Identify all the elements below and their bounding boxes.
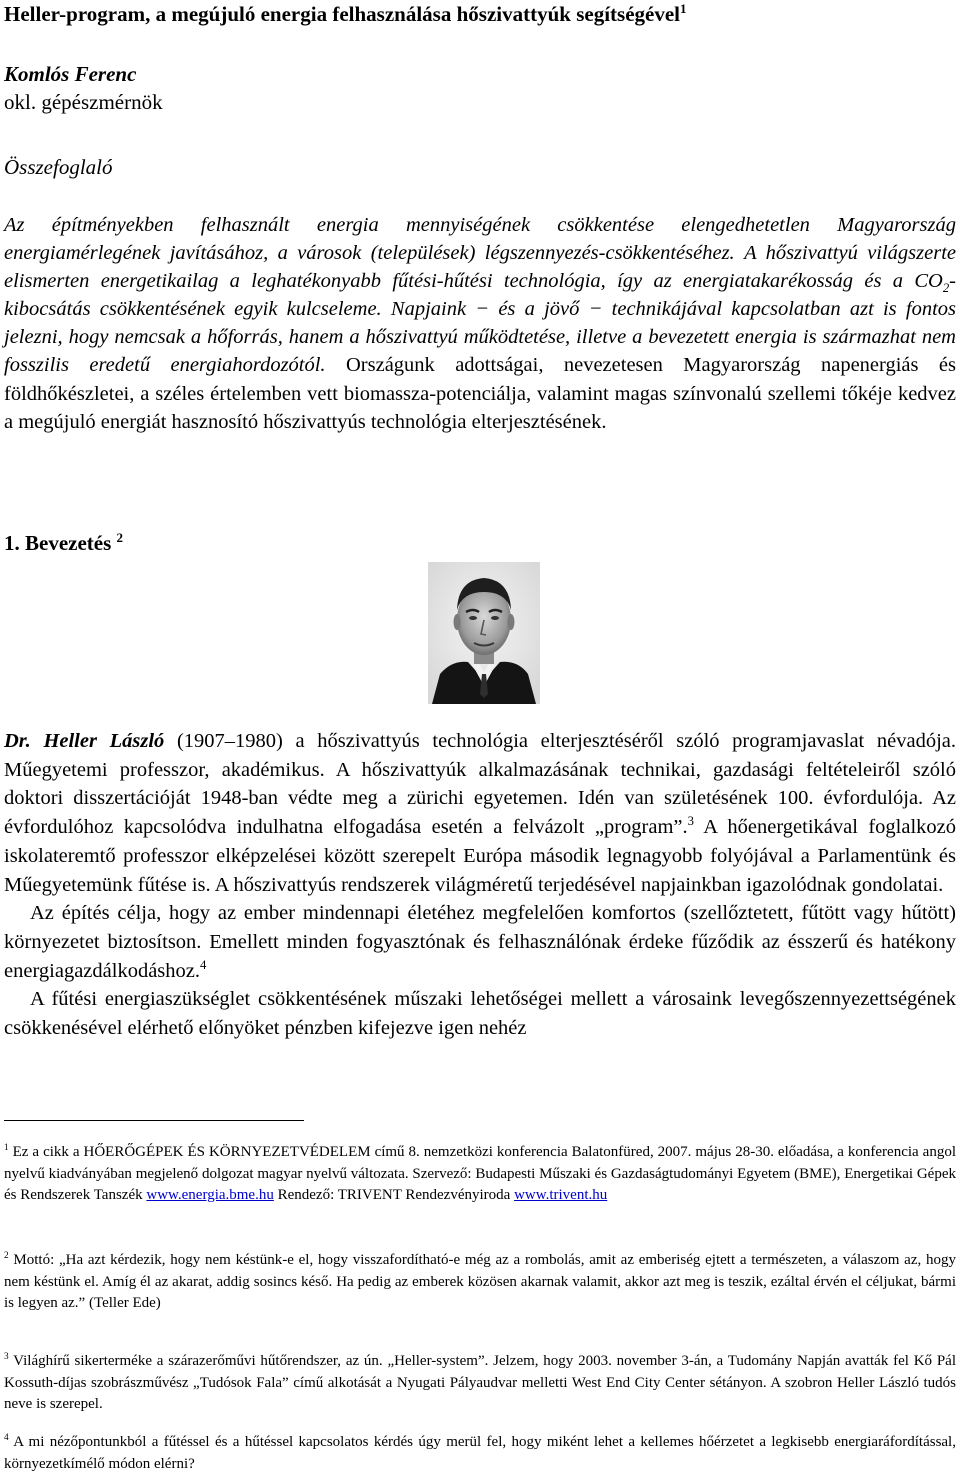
abstract-heading: Összefoglaló: [4, 155, 113, 179]
author-degree: okl. gépészmérnök: [4, 90, 163, 114]
heller-portrait-image: [428, 562, 540, 704]
author-name: Komlós Ferenc: [4, 62, 137, 86]
footnote-1: $^1$ Ez a cikk a HŐERŐGÉPEK ÉS KÖRNYEZETVÉDELEM című 8. nemzetközi konferencia Balatonfüred, 2007. május 28-30. előadása, a konferencia angol nyelvű kiadványában megjelenő dolgozat magyar nyelvű változata. Szervező: Budapesti Műszaki és Gazdaságtudományi Egyetem (BME), Energetikai Gépek és Rendszerek Tanszék www.energia.bme.hu Rendező: TRIVENT Rendezvényiroda www.trivent.hu: [4, 1143, 956, 1203]
footnote-ref-3[interactable]: 3: [687, 814, 694, 829]
footnote-ref-2[interactable]: 2: [116, 530, 124, 545]
footnote-ref-1[interactable]: 1: [680, 1, 687, 16]
footnote-3: $^3$ Világhírű sikerterméke a szárazerőművi hűtőrendszer, az ún. „Heller-system”. Jelzem, hogy 2003. november 3-án, a Tudomány Napján avatták fel Kő Pál Kossuth-díjas szobrászművész „Tudósok Fala” című alkotását a Nyugati Pályaudvar melletti West End City Center sétányon. A szobron Heller László tudós neve is szerepel.: [4, 1352, 956, 1412]
trivent-link[interactable]: www.trivent.hu: [514, 1187, 608, 1203]
paper-title: Heller-program, a megújuló energia felhasználása hőszivattyúk segítségével$^1$: [4, 1, 687, 26]
footnote-separator: [4, 1120, 304, 1121]
footnote-4: $^4$ A mi nézőpontunkból a fűtéssel és a hűtéssel kapcsolatos kérdés úgy merül fel, hogy miként lehet a kellemes hőérzetet a legkisebb energiaráfordítással, környezetkímélő módon elérni?: [4, 1433, 956, 1472]
footnote-2: $^2$ Mottó: „Ha azt kérdezik, hogy nem késtünk-e el, hogy visszafordítható-e még az a rombolás, amit az emberiség ejtett a természeten, a válaszom az, hogy nem késtünk el. Amíg él az akarat, addig sosincs késő. Ha pedig az emberek közösen akarnak valamit, akkor azt meg is teszik, ezáltal érvén el céljukat, bármi is legyen az.” (Teller Ede): [4, 1251, 956, 1311]
footnote-ref-4[interactable]: 4: [200, 957, 207, 972]
energia-bme-link[interactable]: www.energia.bme.hu: [146, 1187, 274, 1203]
introduction-text: Dr. Heller László (1907–1980) a hőszivattyús technológia elterjesztéséről szóló programjavaslat névadója. Műegyetemi professzor, akadémikus. A hőszivattyúk alkalmazásának technikai, gazdasági feltételeiről szóló doktori disszertációját 1948-ban védte meg a zürichi egyetemen. Idén van születésének 100. évfordulója. Az évfordulóhoz kapcsolódva indulhatna elfogadása esetén a felvázolt „program”.$^3$ A hőenergetikával foglalkozó iskolateremtő professzor elképzelései között szerepelt Európa második legnagyobb folyójával a Parlamentünk és Műegyetemünk fűtése is. A hőszivattyús rendszerek világméretű terjedésével napjainkban igazolódnak gondolatai. Az építés célja, hogy az ember mindennapi életéhez megfelelően komfortos (szellőztetett, fűtött vagy hűtött) környezetet biztosítson. Emellett minden fogyasztónak és felhasználónak érdeke fűződik az ésszerű és hatékony energiagazdálkodáshoz.$^4$ A fűtési energiaszükséglet csökkentésének műszaki lehetőségei mellett a városaink levegőszennyezettségének csökkenésével elérhető előnyöket pénzben kifejezve igen nehéz: [4, 730, 957, 1040]
abstract-text: Az építményekben felhasznált energia mennyiségének csökkentése elengedhetetlen Magyarország energiamérlegének javításához, a városok (települések) légszennyezés-csökkentéséhez. A hőszivattyú világszerte elismerten energetikailag a leghatékonyabb fűtési-hűtési technológia, így az energiatakarékosság és a $CO_2$-kibocsátás csökkentésének egyik kulcseleme. Napjaink − és a jövő − technikájával kapcsolatban azt is fontos jelezni, hogy nemcsak a hőforrás, hanem a hőszivattyú működtetése, illetve a bevezetett energia is származhat nem fosszilis eredetű energiahordozótól. Országunk adottságai, nevezetesen Magyarország napenergiás és földhőkészletei, a széles értelemben vett biomassza-potenciálja, valamint magas színvonalú szellemi tőkéje kedvez a megújuló energiát hasznosító hőszivattyús technológia elterjesztésének.: [4, 214, 957, 433]
section-heading: 1. Bevezetés $^2$: [4, 530, 124, 555]
